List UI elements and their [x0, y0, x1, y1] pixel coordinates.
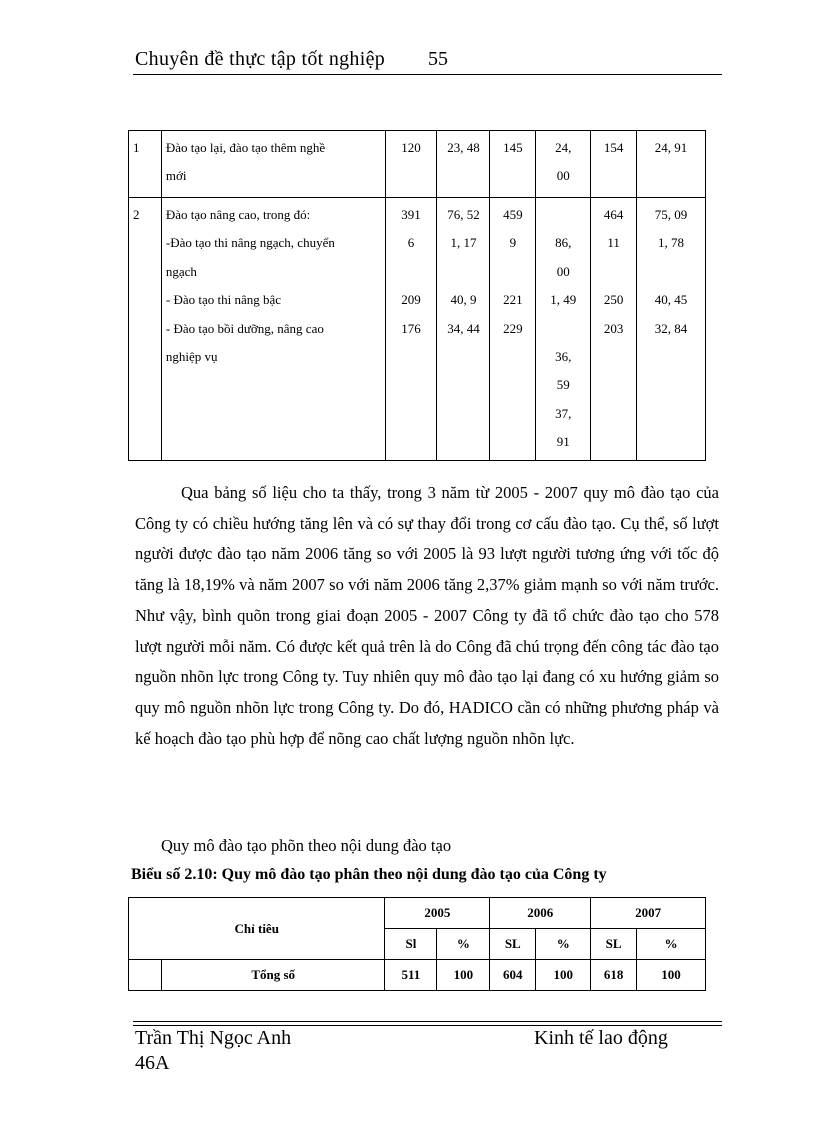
total-value: 100	[637, 960, 706, 991]
training-table-continued	[128, 130, 706, 461]
cell-line: 176	[401, 320, 421, 336]
cell-line: 24,	[555, 140, 572, 155]
row-value	[591, 131, 637, 198]
row-value	[637, 131, 706, 198]
cell-line: 37,	[555, 405, 572, 421]
cell-line: 203	[603, 320, 624, 336]
cell-line: 209	[401, 292, 421, 308]
cell-line: 75, 09	[654, 207, 688, 222]
cell-line: 250	[603, 292, 624, 308]
sub-header: Sl	[385, 929, 437, 960]
cell-line: 229	[503, 320, 523, 336]
analysis-paragraph	[135, 478, 719, 754]
cell-line: 391	[401, 207, 421, 222]
total-row	[129, 960, 706, 991]
table-caption: Biểu số 2.10: Quy mô đào tạo phân theo nội dung đào tạo của Công ty	[131, 866, 607, 883]
author-class: 46A	[135, 1052, 170, 1074]
cell-line: 00	[556, 168, 570, 184]
cell-line: ngạch	[165, 263, 197, 279]
cell-line: 40, 9	[450, 292, 477, 308]
cell-line	[494, 258, 531, 286]
row-value	[385, 131, 437, 198]
cell-line: 76, 52	[447, 207, 480, 222]
cell-line: - Đào tạo bồi dưỡng, nâng cao	[165, 320, 324, 336]
row-number	[129, 960, 162, 991]
sub-header: SL	[591, 929, 637, 960]
total-value: 100	[437, 960, 490, 991]
cell-line: 221	[503, 292, 523, 308]
row-value	[637, 198, 706, 461]
cell-line: 6	[407, 235, 415, 251]
row-value	[591, 198, 637, 461]
cell-line: 36,	[555, 349, 572, 365]
total-label: Tổng số	[161, 960, 385, 991]
cell-line: 40, 45	[654, 292, 688, 308]
year-header: 2007	[591, 898, 706, 929]
total-value: 100	[536, 960, 591, 991]
cell-line	[641, 258, 701, 286]
training-content-table	[128, 897, 706, 991]
cell-line: 120	[401, 140, 421, 155]
table-row	[129, 198, 706, 461]
paragraph-text: Qua bảng số liệu cho ta thấy, trong 3 năm từ 2005 - 2007 quy mô đào tạo của Công ty có chiều hướng tăng lên và có sự thay đổi trong cơ cấu đào tạo. Cụ thể, số lượt người được đào tạo năm 2006 tăng so với 2005 là 93 lượt người tương ứng với tốc độ tăng là 18,19% và năm 2007 so với năm 2006 tăng 2,37% giảm mạnh so với năm trước. Như vậy, bình quõn trong giai đoạn 2005 - 2007 Công ty đã tổ chức đào tạo cho 578 lượt người mỗi năm. Có được kết quả trên là do Công đã chú trọng đến công tác đào tạo nguồn nhõn lực trong Công ty. Tuy nhiên quy mô đào tạo lại đang có xu hướng giảm so quy mô nguồn nhõn lực trong Công ty. Do đó, HADICO cần có những phương pháp và kế hoạch đào tạo phù hợp để nõng cao chất lượng nguồn nhõn lực.	[135, 483, 719, 748]
header-rule	[133, 74, 722, 75]
cell-line	[540, 315, 586, 343]
cell-line: 23, 48	[447, 140, 480, 155]
row-value	[490, 131, 536, 198]
row-content	[161, 198, 385, 461]
author-name: Trần Thị Ngọc Anh	[135, 1027, 292, 1049]
cell-line	[595, 258, 632, 286]
cell-line	[540, 201, 586, 229]
row-value	[536, 198, 591, 461]
row-number: 2	[129, 198, 162, 461]
total-value: 511	[385, 960, 437, 991]
year-header: 2006	[490, 898, 591, 929]
cell-line: Đào tạo lại, đào tạo thêm nghề	[165, 140, 326, 155]
cell-line: 91	[556, 434, 570, 450]
year-header-row	[129, 898, 706, 929]
cell-line: 34, 44	[447, 320, 480, 336]
cell-line: 32, 84	[654, 320, 688, 336]
cell-line: 1, 49	[550, 292, 577, 308]
cell-line	[441, 258, 485, 286]
cell-line: 00	[556, 263, 570, 279]
indicator-header: Chỉ tiêu	[129, 898, 385, 960]
sub-header: SL	[490, 929, 536, 960]
sub-header: %	[437, 929, 490, 960]
table-row	[129, 131, 706, 198]
row-content	[161, 131, 385, 198]
cell-line: 154	[603, 140, 624, 155]
cell-line: Đào tạo nâng cao, trong đó:	[165, 207, 311, 222]
year-header: 2005	[385, 898, 490, 929]
row-value	[490, 198, 536, 461]
footer-rule	[133, 1025, 722, 1026]
cell-line: 86,	[555, 235, 572, 251]
subheading: Quy mô đào tạo phõn theo nội dung đào tạo	[161, 836, 452, 855]
cell-line: -Đào tạo thi nâng ngạch, chuyển	[165, 235, 335, 251]
total-value: 618	[591, 960, 637, 991]
row-number: 1	[129, 131, 162, 198]
cell-line: 1, 17	[450, 235, 477, 251]
cell-line: mới	[165, 168, 187, 184]
header-title: Chuyên đề thực tập tốt nghiệp	[135, 48, 386, 70]
row-value	[385, 198, 437, 461]
cell-line: 145	[503, 140, 523, 155]
department: Kinh tế lao động	[534, 1027, 668, 1049]
row-value	[437, 131, 490, 198]
cell-line: 1, 78	[658, 235, 685, 251]
row-value	[536, 131, 591, 198]
footer-rule	[133, 1021, 722, 1022]
cell-line: nghiệp vụ	[165, 349, 218, 365]
cell-line: 459	[503, 207, 523, 222]
page-number: 55	[428, 48, 448, 70]
sub-header: %	[536, 929, 591, 960]
cell-line: 24, 91	[654, 140, 688, 155]
sub-header: %	[637, 929, 706, 960]
row-value	[437, 198, 490, 461]
cell-line: - Đào tạo thi nâng bậc	[165, 292, 282, 308]
cell-line: 11	[607, 235, 620, 251]
cell-line: 9	[509, 235, 517, 251]
cell-line	[390, 258, 433, 286]
total-value: 604	[490, 960, 536, 991]
cell-line: 59	[556, 377, 570, 393]
cell-line: 464	[603, 207, 624, 222]
